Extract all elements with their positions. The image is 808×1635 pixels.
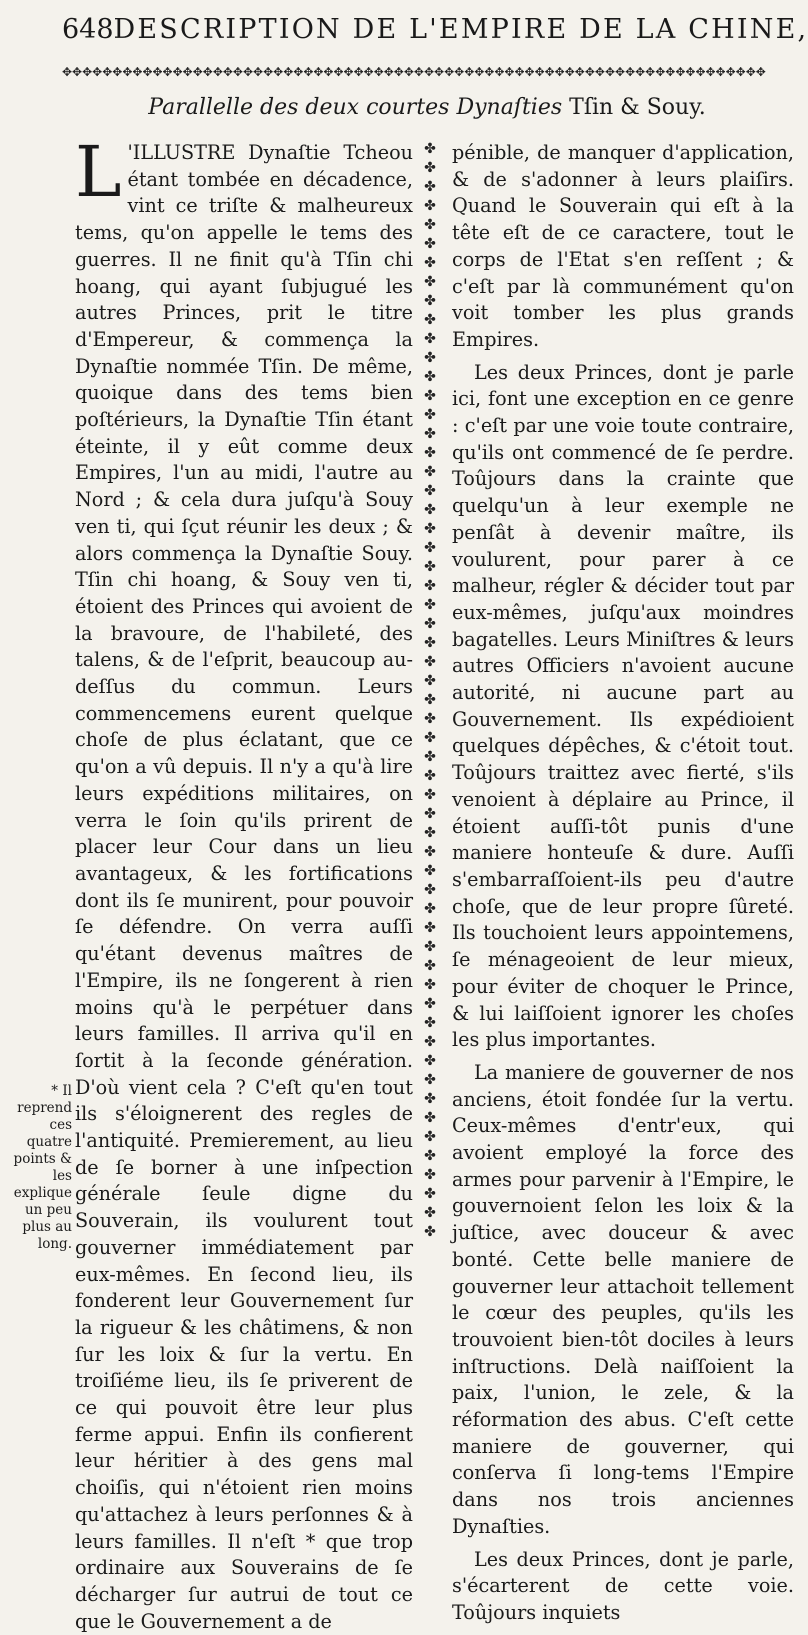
ornament-rule: ✥✥✥✥✥✥✥✥✥✥✥✥✥✥✥✥✥✥✥✥✥✥✥✥✥✥✥✥✥✥✥✥✥✥✥✥✥✥✥✥✥✥✥✥✥✥✥✥✥✥✥✥✥✥✥✥✥✥✥✥✥✥✥✥✥✥✥✥✥✥ — [62, 65, 766, 79]
right-paragraph-4: Les deux Princes, dont je parle, s'écarterent de cette voie. Toûjours inquiets — [452, 1547, 794, 1624]
right-column — [452, 140, 794, 1624]
left-column — [75, 131, 413, 1633]
page-number: 648 — [62, 14, 114, 45]
right-paragraph-2: Les deux Princes, dont je parle ici, font une exception en ce genre : c'eſt par une voie toute contraire, qu'ils ont commencé de ſe perdre. Toûjours dans la crainte que quelqu'un à leur exemple ne penſât à devenir maître, ils voulurent, pour parer à ce malheur, régler & décider tout par eux-mêmes, juſqu'aux moindres bagatelles. Leurs Miniſtres & leurs autres Officiers n'avoient aucune autorité, ni aucune part au Gouvernement. Ils expédioient quelques dépêches, & c'étoit tout. Toûjours traittez avec fierté, s'ils venoient à déplaire au Prince, il étoient auſſi-tôt punis d'une maniere honteuſe & dure. Auſſi s'embarraſſoient-ils peu d'autre choſe, que de leur propre ſûreté. Ils touchoient leurs appointemens, ſe ménageoient de leur mieux, pour éviter de choquer le Prince, & lui laiſſoient ignorer les choſes les plus importantes. — [452, 360, 794, 1052]
column-divider-ornament: ✤ ✤ ✤ ✤ ✤ ✤ ✤ ✤ ✤ ✤ ✤ ✤ ✤ ✤ ✤ ✤ ✤ ✤ ✤ ✤ ✤ ✤ ✤ ✤ ✤ ✤ ✤ ✤ ✤ ✤ ✤ ✤ ✤ ✤ ✤ ✤ ✤ ✤ ✤ ✤ ✤ ✤ ✤ ✤ ✤ ✤ ✤ ✤ ✤ ✤ ✤ ✤ ✤ ✤ ✤ ✤ ✤ ✤ — [424, 141, 436, 1240]
section-title-prefix: Parallelle des deux courtes Dynaſties — [148, 95, 563, 120]
margin-note: * Il reprend ces quatre points & les explique un peu plus au long. — [13, 1083, 72, 1252]
left-paragraph-1-text: 'ILLUSTRE Dynaſtie Tcheou étant tombée en décadence, vint ce triſte & malheureux tems, qu'on appelle le tems des guerres. Il ne finit qu'à Tſin chi hoang, qui ayant ſubjugué les autres Princes, prit le titre d'Empereur, & commença la Dynaſtie nommée Tſin. De même, quoique dans des tems bien poſtérieurs, la Dynaſtie Tſin étant éteinte, il y eût comme deux Empires, l'un au midi, l'autre au Nord ; & cela dura juſqu'à Souy ven ti, qui ſçut réunir les deux ; & alors commença la Dynaſtie Souy. Tſin chi hoang, & Souy ven ti, étoient des Princes qui avoient de la bravoure, de l'habileté, des talens, & de l'eſprit, beaucoup au-deſſus du commun. Leurs commencemens eurent quelque choſe de plus éclatant, que ce qu'on a vû depuis. Il n'y a qu'à lire leurs expéditions militaires, on verra le ſoin qu'ils prirent de placer leur Cour dans un lieu avantageux, & les fortifications dont ils ſe munirent, pour pouvoir ſe défendre. On verra auſſi qu'étant devenus maîtres de l'Empire, ils ne ſongerent à rien moins qu'à le perpétuer dans leurs familles. Il arriva qu'il en ſortit à la ſeconde génération. D'où vient cela ? C'eſt qu'en tout ils s'éloignerent des regles de l'antiquité. Premierement, au lieu de ſe borner à une inſpection générale ſeule digne du Souverain, ils voulurent tout gouverner immédiatement par eux-mêmes. En ſecond lieu, ils fonderent leur Gouvernement ſur la rigueur & les châtimens, & non ſur les loix & ſur la vertu. En troiſiéme lieu, ils ſe priverent de ce qui pouvoit être leur plus ferme appui. Enfin ils confierent leur héritier à des gens mal choiſis, qui n'étoient rien moins qu'attachez à leurs perſonnes & à leurs familles. Il n'eſt * que trop ordinaire aux Souverains de ſe décharger ſur autrui de tout ce que le Gouvernement a de — [75, 141, 413, 1633]
running-title: DESCRIPTION DE L'EMPIRE DE LA CHINE, — [113, 14, 808, 45]
right-paragraph-3: La maniere de gouverner de nos anciens, étoit fondée ſur la vertu. Ceux-mêmes d'entr'eux, qui avoient employé la force des armes pour parvenir à l'Empire, le gouvernoient ſelon les loix & la juſtice, avec douceur & avec bonté. Cette belle maniere de gouverner leur attachoit tellement le cœur des peuples, qu'ils les trouvoient bien-tôt dociles à leurs inſtructions. Delà naiſſoient la paix, l'union, le zele, & la réformation des abus. C'eſt cette maniere de gouverner, qui conſerva ſi long-tems l'Empire dans nos trois anciennes Dynaſties. — [452, 1060, 794, 1538]
right-paragraph-1: pénible, de manquer d'application, & de s'adonner à leurs plaiſirs. Quand le Souverain qui eſt à la tête eſt de ce caractere, tout le corps de l'Etat s'en reſſent ; & c'eſt par là communément qu'on voit tomber les plus grands Empires. — [452, 141, 794, 351]
page-header — [62, 14, 808, 58]
section-title — [62, 92, 792, 124]
left-paragraph-1 — [75, 131, 413, 1635]
section-title-names: Tſin & Souy. — [569, 95, 706, 120]
drop-cap: L — [75, 131, 122, 213]
